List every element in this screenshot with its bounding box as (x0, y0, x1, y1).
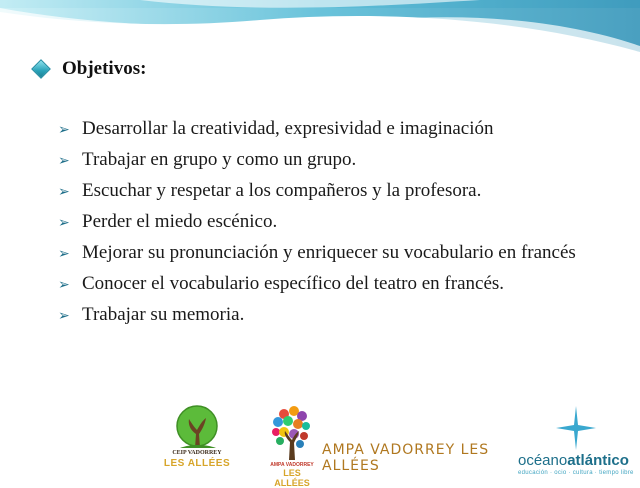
ampa-logo-bottom-text: LES ALLÉES (274, 468, 310, 488)
list-item-text: Conocer el vocabulario específico del teatro en francés. (82, 273, 505, 294)
oceano-name-part2: atlántico (567, 452, 629, 469)
objectives-list (58, 118, 618, 335)
oceano-tagline: educación · ocio · cultura · tiempo libre (518, 470, 634, 476)
oceano-name-part1: océano (518, 452, 568, 469)
arrow-right-icon: ➢ (58, 123, 70, 138)
header-wave-decoration (0, 0, 640, 60)
list-item-text: Trabajar su memoria. (82, 304, 245, 325)
diamond-icon (31, 59, 51, 79)
school-logo-top-text: CEIP VADORREY (172, 450, 222, 456)
list-item-text: Trabajar en grupo y como un grupo. (82, 149, 357, 170)
ampa-logo (264, 404, 498, 488)
arrow-right-icon: ➢ (58, 216, 70, 231)
arrow-right-icon: ➢ (58, 278, 70, 293)
oceano-name (518, 452, 629, 469)
list-item (58, 304, 618, 328)
arrow-right-icon: ➢ (58, 247, 70, 262)
arrow-right-icon: ➢ (58, 309, 70, 324)
arrow-right-icon: ➢ (58, 185, 70, 200)
star-icon (556, 406, 596, 450)
list-item-text: Mejorar su pronunciación y enriquecer su vocabulario en francés (82, 242, 576, 263)
section-heading (34, 58, 146, 80)
arrow-right-icon: ➢ (58, 154, 70, 169)
list-item-text: Escuchar y respetar a los compañeros y la profesora. (82, 180, 482, 201)
list-item (58, 242, 618, 266)
heading-text: Objetivos: (62, 58, 147, 79)
list-item (58, 273, 618, 297)
list-item-text: Desarrollar la creatividad, expresividad e imaginación (82, 118, 494, 139)
list-item-text: Perder el miedo escénico. (82, 211, 278, 232)
tree-icon (160, 404, 234, 452)
ampa-name-text: AMPA VADORREY LES ALLÉES (322, 442, 490, 474)
list-item (58, 149, 618, 173)
list-item (58, 211, 618, 235)
school-logo-bottom-text: LES ALLÉES (163, 458, 231, 469)
oceano-atlantico-logo (514, 404, 640, 480)
school-logo (160, 404, 234, 480)
ampa-logo-small-text: AMPA VADORREY (270, 462, 314, 468)
list-item (58, 180, 618, 204)
list-item (58, 118, 618, 142)
colorful-tree-icon (264, 404, 320, 462)
